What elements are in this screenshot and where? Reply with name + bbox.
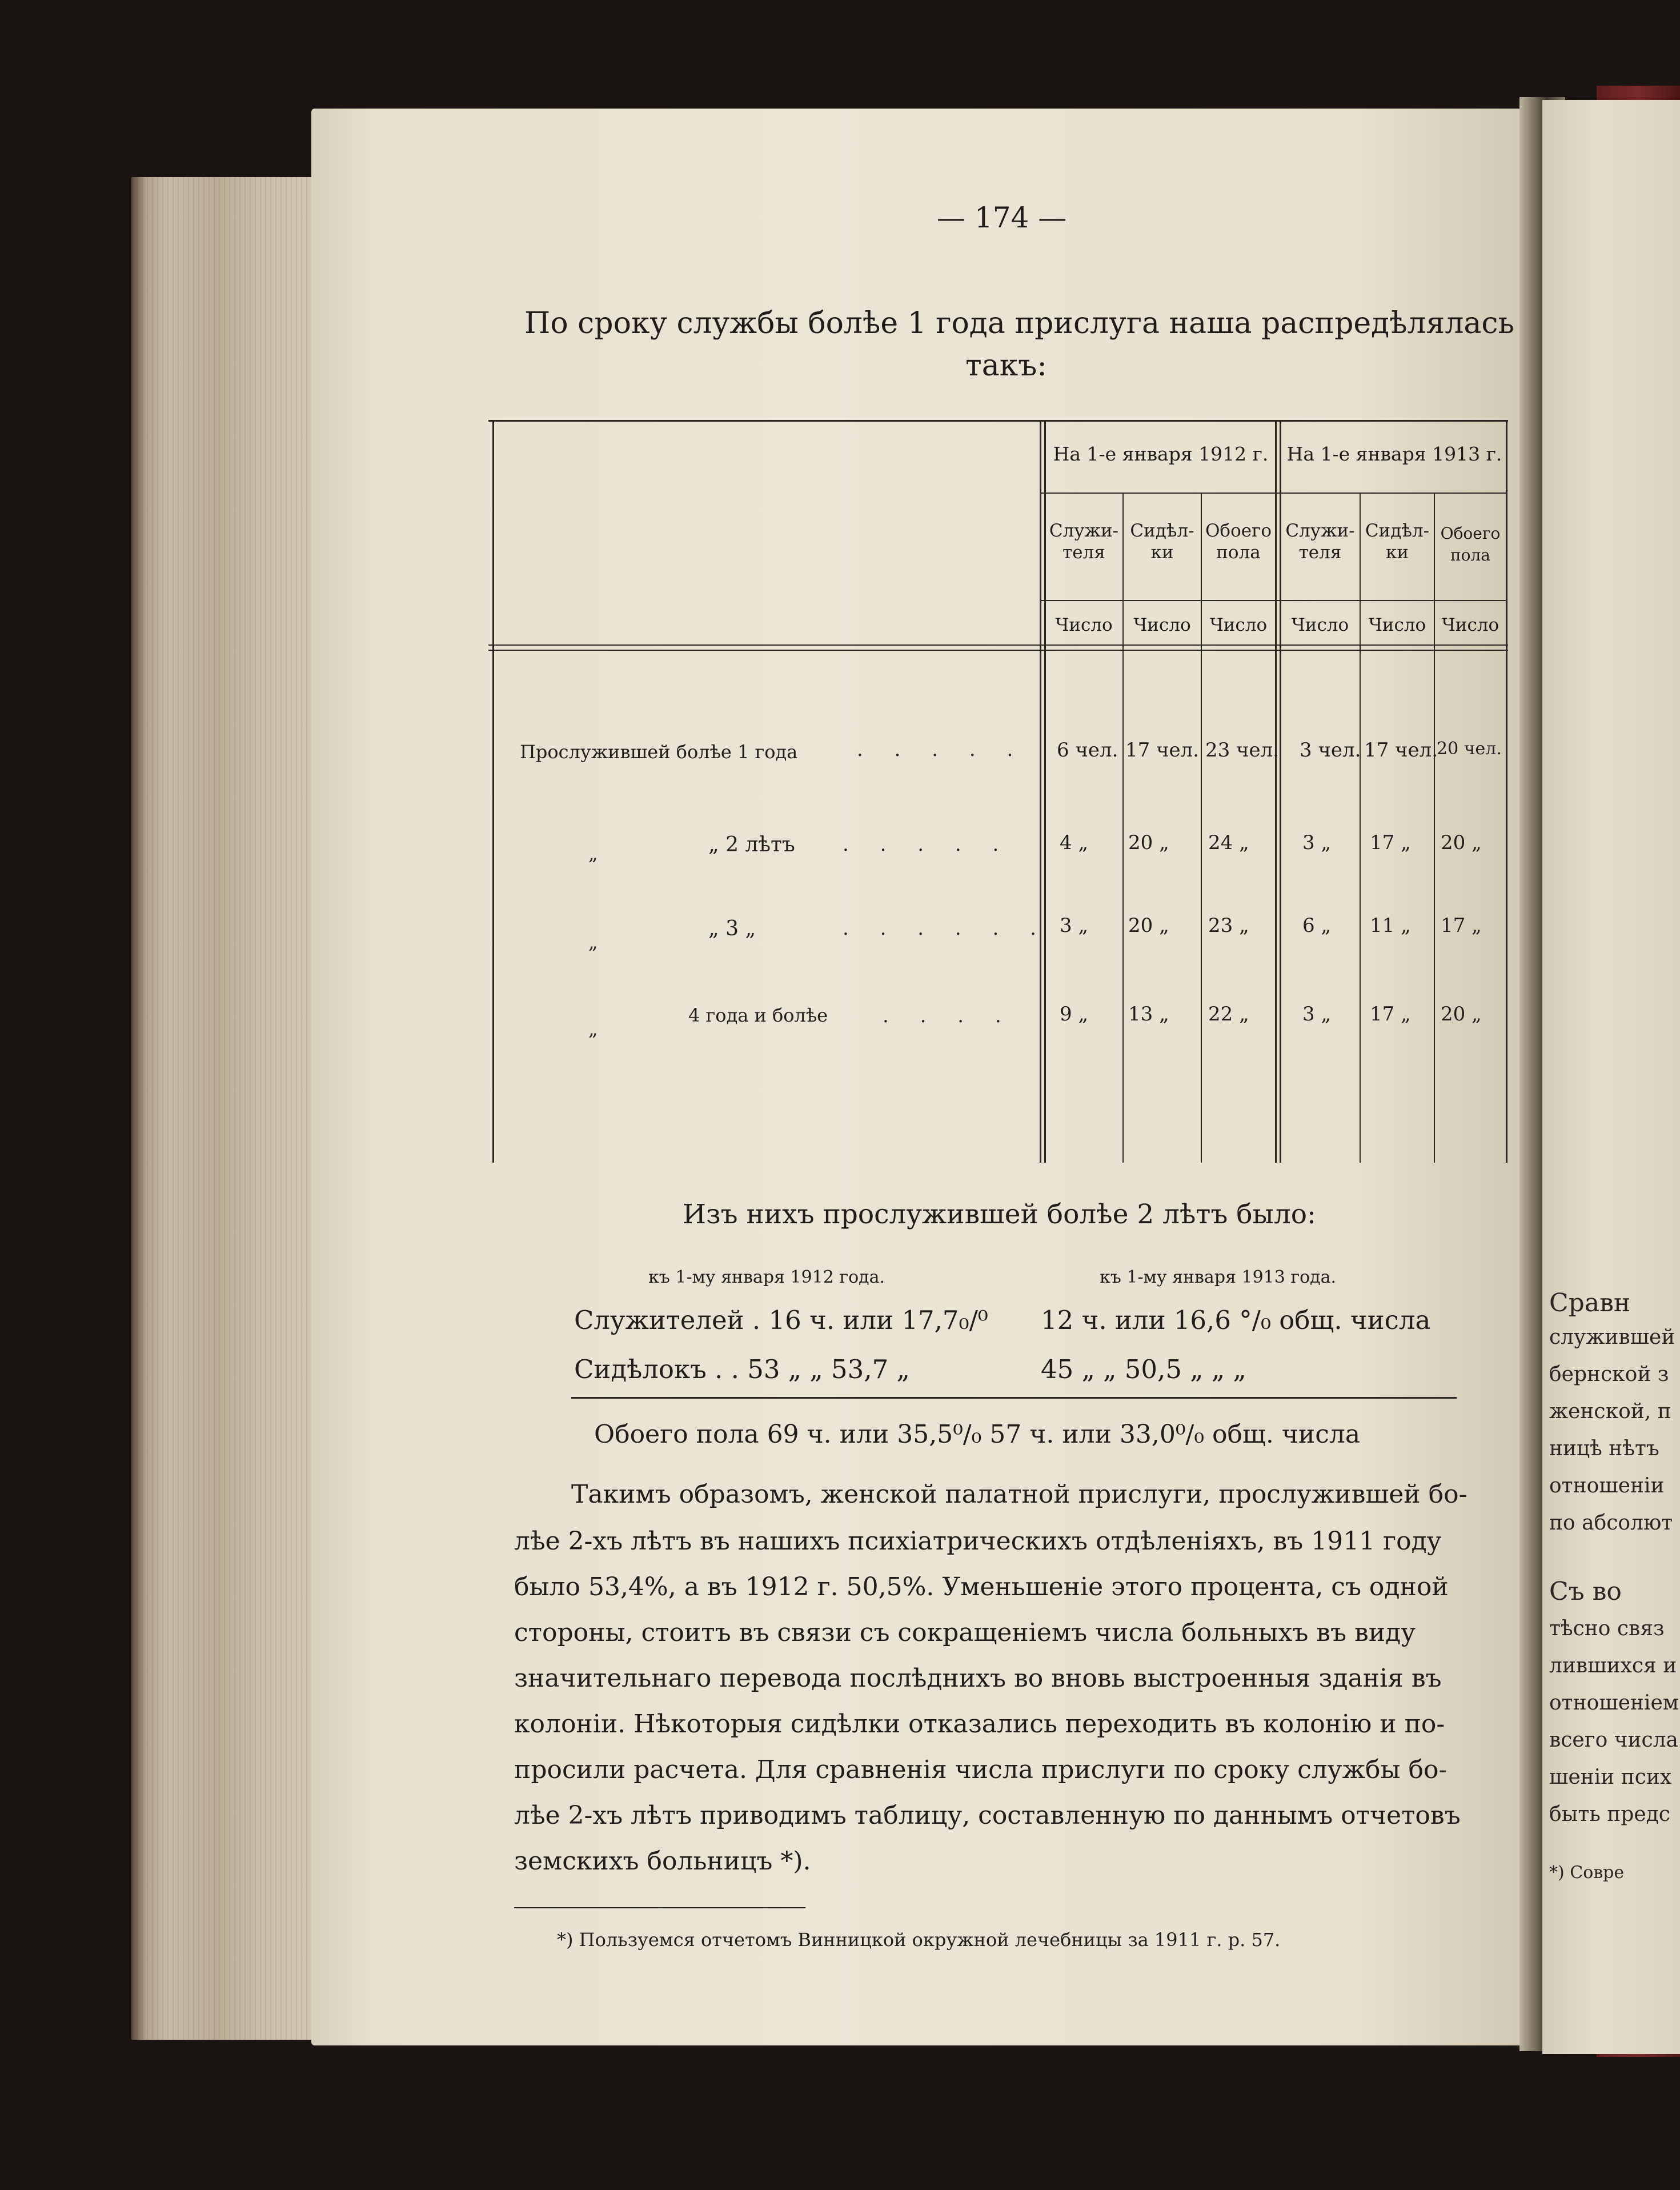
table-cell: 23 чел. [1205,739,1280,762]
row-label-mark: „ [588,1018,598,1040]
paragraph-line: было 53,4%, а въ 1912 г. 50,5%. Уменьшеніе этого процента, съ одной [514,1572,1449,1602]
col-header-both-1912: Обоего пола [1205,521,1272,563]
table-cell: 20 „ [1128,914,1169,937]
summary-total: Обоего пола 69 ч. или 35,5⁰/₀ 57 ч. или 33,0⁰/₀ общ. числа [594,1420,1361,1449]
footnote-rule [514,1907,805,1908]
summary-title: Изъ нихъ прослужившей болѣе 2 лѣтъ было: [683,1199,1316,1230]
table-cell: 3 „ [1302,831,1332,854]
paragraph-line: лѣе 2-хъ лѣтъ приводимъ таблицу, составленную по даннымъ отчетовъ [514,1801,1461,1830]
row-label-mark: „ [588,843,598,864]
intro-text: такъ: [965,349,1047,383]
next-page-text: отношеніем [1549,1691,1679,1715]
row-label-mark: „ [588,931,598,953]
table-cell: 4 „ [1060,831,1089,854]
summary-col1-header: къ 1-му января 1912 года. [648,1267,885,1287]
unit-label: Число [1291,615,1349,635]
col-header-nurses-1912: Сидѣл- ки [1130,521,1194,563]
paragraph-line: стороны, стоитъ въ связи съ сокращеніемъ числа больныхъ въ виду [514,1618,1416,1647]
table-cell: 6 „ [1302,914,1332,937]
paragraph-line: лѣе 2-хъ лѣтъ въ нашихъ психіатрическихъ отдѣленіяхъ, въ 1911 году [514,1527,1442,1556]
table-cell: 20 „ [1441,1003,1482,1026]
footnote: *) Пользуемся отчетомъ Винницкой окружной лечебницы за 1911 г. р. 57. [557,1929,1281,1951]
table-cell: 17 чел. [1125,739,1200,762]
table-cell: 20 „ [1441,831,1482,854]
next-page-text: женской, п [1549,1400,1671,1423]
table-cell: 6 чел. [1057,739,1118,762]
paragraph-line: просили расчета. Для сравненія числа прислуги по сроку службы бо- [514,1755,1448,1784]
next-page-text: по абсолют [1549,1511,1673,1535]
next-page-text: бернской з [1549,1363,1669,1386]
next-page-text: Сравн [1549,1288,1631,1318]
page-number: — 174 — [937,201,1067,234]
table-cell: 20 чел. [1437,739,1502,759]
next-page [1542,100,1680,2054]
table-cell: 3 „ [1302,1003,1332,1026]
unit-label: Число [1209,615,1268,635]
leader-dots: . . . . . [843,833,1012,856]
table-cell: 3 чел. [1300,739,1361,762]
unit-label: Число [1133,615,1191,635]
next-page-text: шеніи псих [1549,1765,1672,1789]
table-cell: 22 „ [1208,1003,1249,1026]
paragraph-line: колоніи. Нѣкоторыя сидѣлки отказались переходить въ колонію и по- [514,1709,1445,1739]
next-page-text: ницѣ нѣтъ [1549,1437,1659,1460]
next-page-text: всего числа [1549,1728,1679,1752]
summary-row-nurses-1913: 45 „ „ 50,5 „ „ „ [1041,1354,1246,1384]
next-page-text: тѣсно связ [1549,1617,1665,1640]
table-cell: 17 чел. [1364,739,1438,762]
paragraph-line: значительнаго перевода послѣднихъ во вновь выстроенныя зданія въ [514,1664,1442,1693]
row-label: „ 3 „ [708,917,756,940]
paragraph-line: земскихъ больницъ *). [514,1847,811,1876]
next-page-text: отношеніи [1549,1474,1665,1498]
col-header-nurses-1913: Сидѣл- ки [1365,521,1430,563]
summary-rule [571,1397,1457,1399]
unit-label: Число [1441,615,1499,635]
leader-dots: . . . . . [857,738,1026,761]
group-header-1912: На 1-е января 1912 г. [1053,443,1269,465]
group-header-1913: На 1-е января 1913 г. [1286,443,1502,465]
next-page-text: служившей [1549,1326,1675,1349]
row-label: Прослужившей болѣе 1 года [520,741,798,763]
unit-label: Число [1368,615,1426,635]
table-cell: 13 „ [1128,1003,1169,1026]
next-page-text: лившихся и [1549,1654,1677,1677]
table-cell: 11 „ [1370,914,1411,937]
unit-label: Число [1055,615,1113,635]
book-page-edges [131,177,320,2040]
next-page-text: Съ во [1549,1577,1622,1606]
table-cell: 20 „ [1128,831,1169,854]
summary-col2-header: къ 1-му января 1913 года. [1100,1267,1337,1287]
paragraph-line: Такимъ образомъ, женской палатной прислуги, прослужившей бо- [571,1480,1468,1509]
table-cell: 23 „ [1208,914,1249,937]
row-label: „ 2 лѣтъ [708,833,795,856]
summary-row-attendants-1913: 12 ч. или 16,6 °/₀ общ. числа [1041,1305,1431,1335]
summary-row-nurses: Сидѣлокъ . . 53 „ „ 53,7 „ [574,1354,910,1384]
table-cell: 17 „ [1370,831,1411,854]
table-cell: 3 „ [1060,914,1089,937]
col-header-attendants-1913: Служи- теля [1285,521,1355,563]
table-cell: 24 „ [1208,831,1249,854]
table-cell: 17 „ [1441,914,1482,937]
row-label: 4 года и болѣе [688,1004,828,1026]
next-page-text: быть предс [1549,1803,1670,1826]
leader-dots: . . . . . . [843,917,1049,940]
col-header-both-1913: Обоего пола [1440,524,1501,564]
leader-dots: . . . . [883,1004,1014,1027]
table-cell: 9 „ [1060,1003,1089,1026]
intro-text: По сроку службы болѣе 1 года прислуга наша распредѣлялась [524,306,1514,341]
summary-row-attendants: Служителей . 16 ч. или 17,7₀/⁰ [574,1305,988,1335]
col-header-attendants-1912: Служи- теля [1049,521,1119,563]
table-cell: 17 „ [1370,1003,1411,1026]
next-page-footnote: *) Совре [1549,1863,1625,1883]
